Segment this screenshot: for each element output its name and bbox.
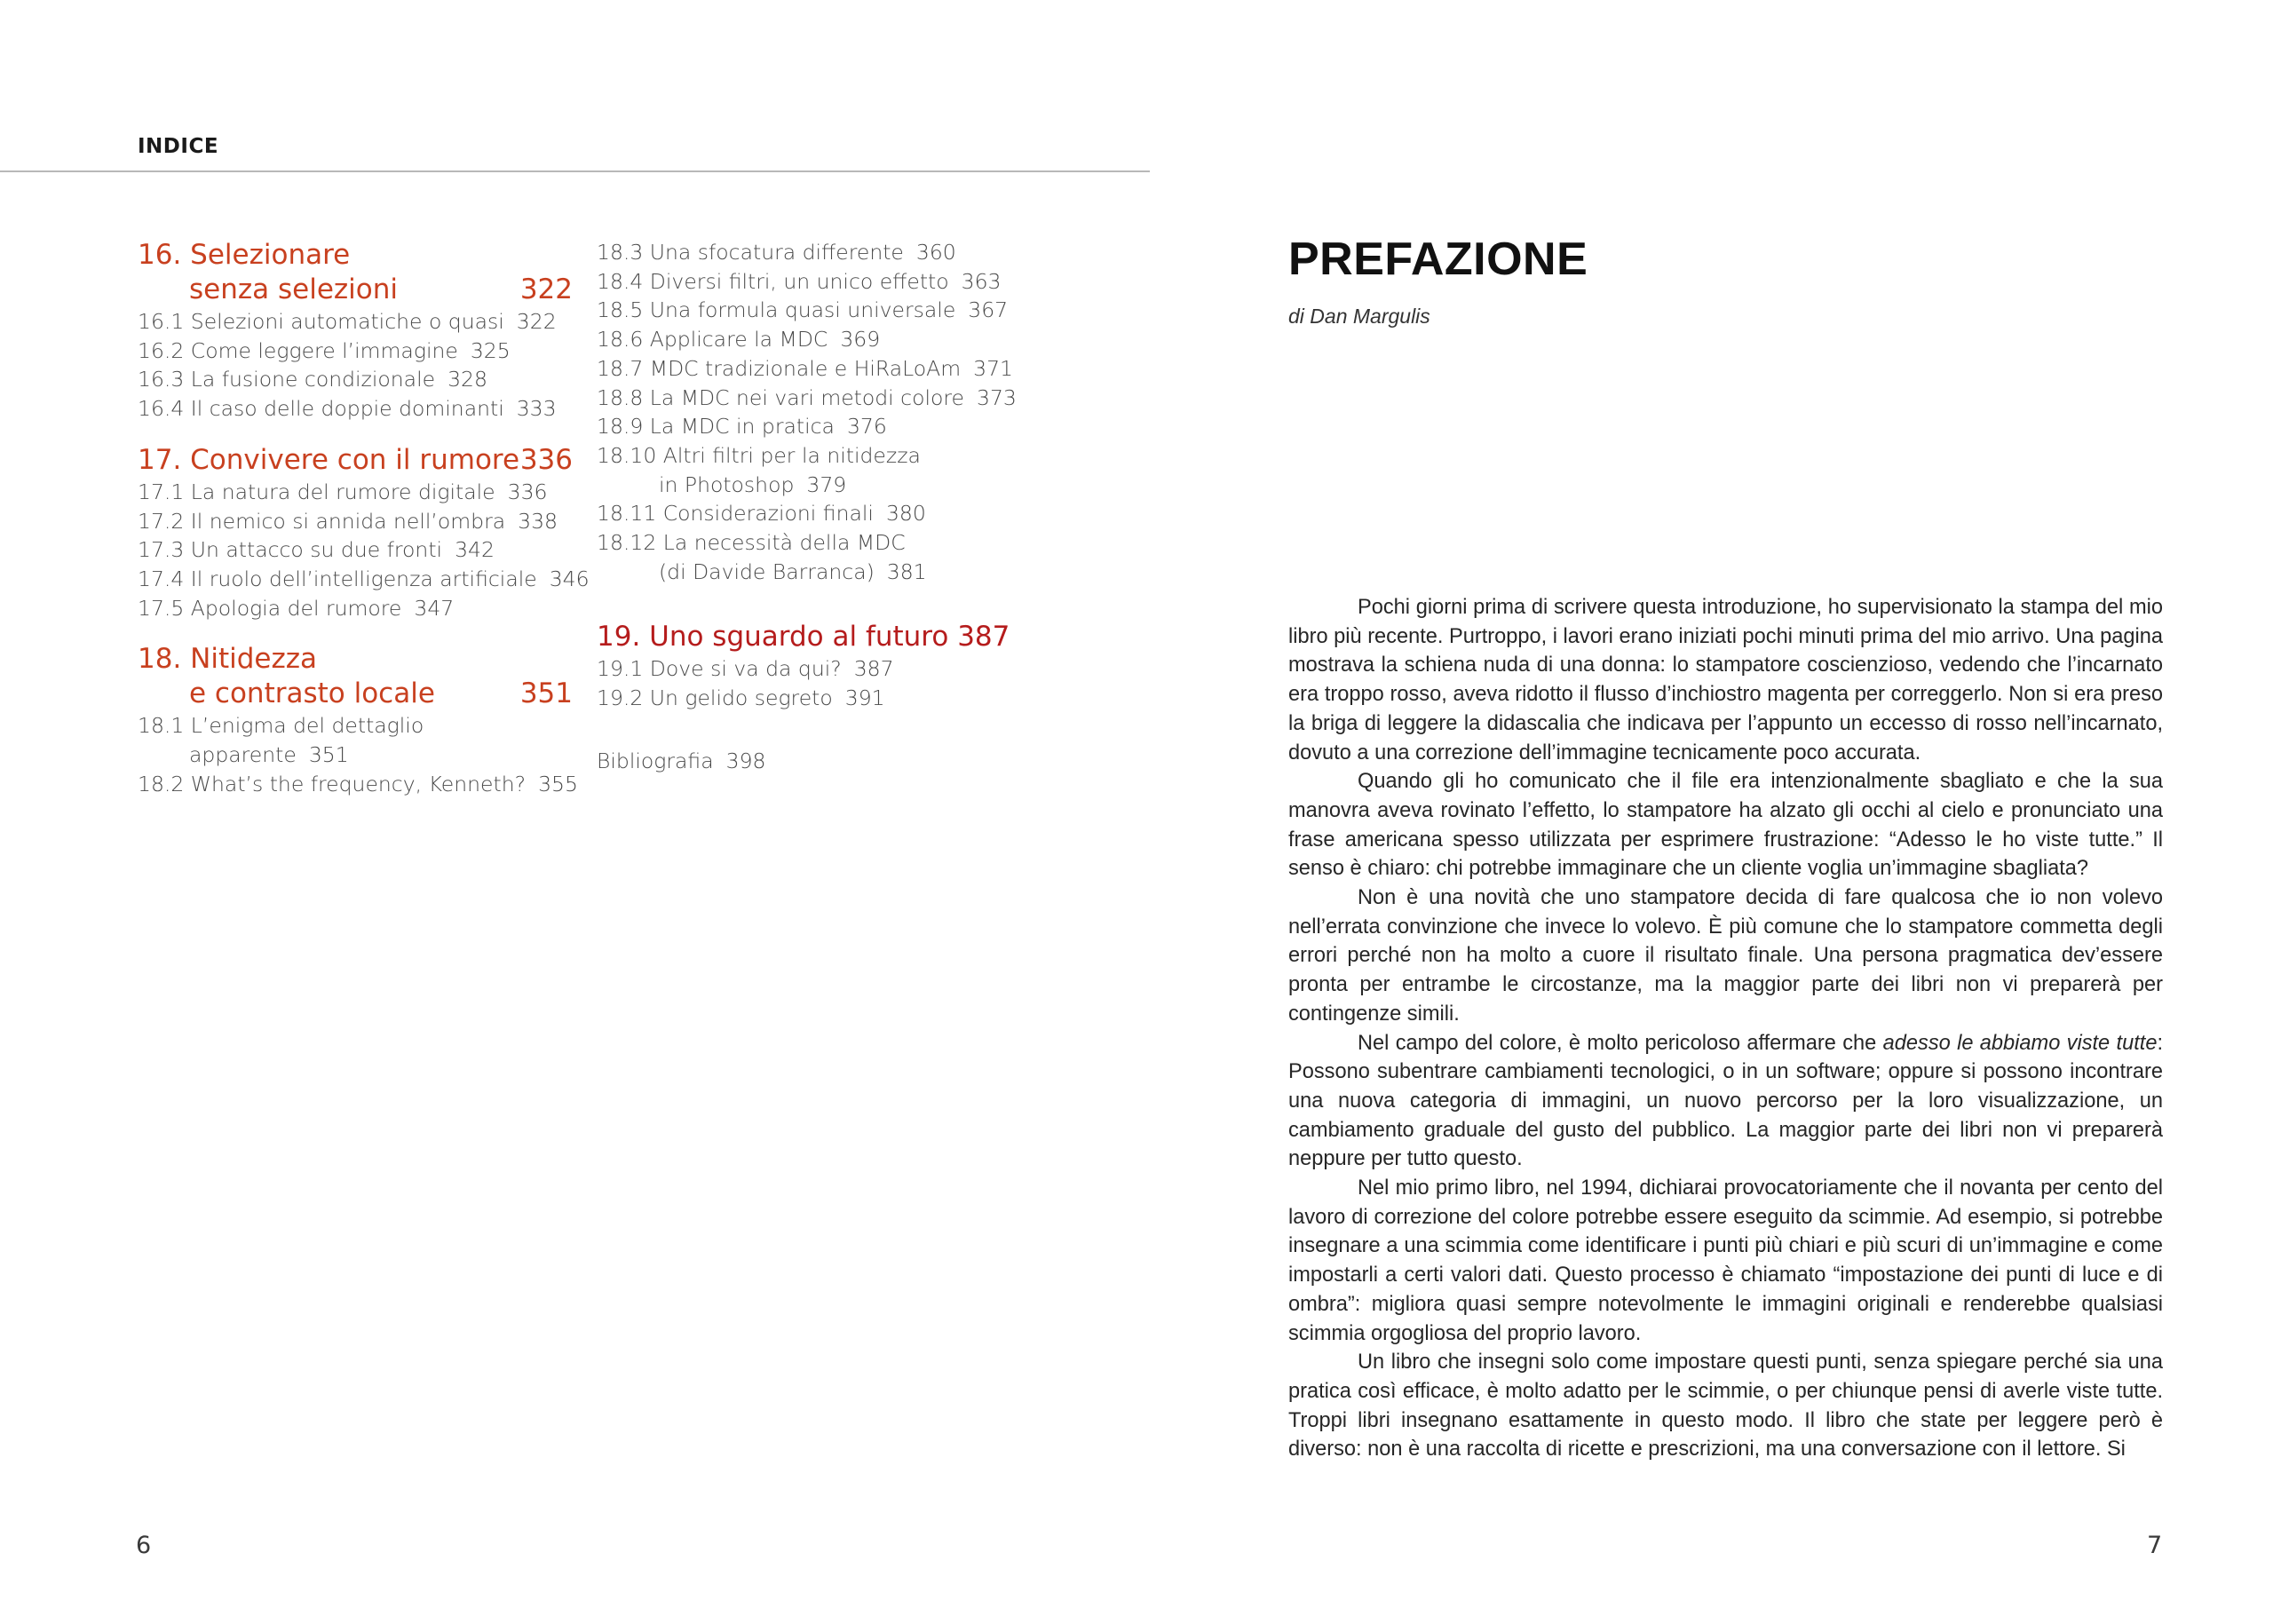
entry-title: 17.1 La natura del rumore digitale <box>138 479 495 504</box>
entry-page: 369 <box>840 327 881 353</box>
entry-page: 355 <box>538 771 578 796</box>
entry-title: 17.2 Il nemico si annida nell’ombra <box>138 508 506 534</box>
running-head: INDICE <box>138 135 219 158</box>
entry-page: 325 <box>470 337 511 363</box>
toc-entry[interactable] <box>138 507 573 536</box>
entry-page: 391 <box>844 685 885 711</box>
entry-page: 381 <box>886 558 927 584</box>
page-number-right: 7 <box>2147 1532 2163 1559</box>
entry-page: 322 <box>516 309 557 334</box>
chapter-title-cont: e contrasto locale <box>189 677 435 710</box>
entry-page: 380 <box>885 501 926 527</box>
toc-entries-16 <box>138 307 573 424</box>
toc-entry-cont[interactable] <box>597 558 1058 587</box>
entry-title: Bibliografia <box>597 748 714 773</box>
toc-chapter-17[interactable] <box>138 443 573 478</box>
toc-entry[interactable] <box>138 770 578 799</box>
chapter-page: 336 <box>519 443 573 476</box>
paragraph: Nel mio primo libro, nel 1994, dichiarai provocatoriamente che il novanta per cento del lavoro di correzione del colore potrebbe essere eseguito da scimmie. Ad esempio, si potrebbe insegnare a una scimmia come identificare i punti più chiari e più scuri di un’immagine e come impostarli a certi valori dati. Questo processo è chiamato “impostazione dei punti di luce e di ombra”: migliora quasi sempre notevolmente le immagini originali e renderebbe qualsiasi scimmia orgogliosa del proprio lavoro. <box>1288 1176 2163 1345</box>
chapter-page: 387 <box>957 621 1010 654</box>
header-rule <box>0 170 1150 172</box>
entry-page: 328 <box>447 367 487 392</box>
entry-page: 351 <box>308 742 349 768</box>
toc-chapter-19[interactable] <box>597 620 1058 654</box>
toc-chapter-18[interactable] <box>138 642 573 711</box>
entry-title: 16.4 Il caso delle doppie dominanti <box>138 396 504 422</box>
paragraph: Non è una novità che uno stampatore decida di fare qualcosa che io non volevo nell’errata convinzione che invece lo volevo. È più comune che lo stampatore commetta degli errori perché non ha molto a cuore il risultato finale. Una persona pragmatica dev’essere pronta per entrambe le circostanze, ma la maggior parte dei libri non vi preparerà per contingenze simili. <box>1288 886 2163 1026</box>
entry-page: 338 <box>518 508 558 534</box>
entry-title: 16.2 Come leggere l’immagine <box>138 337 458 363</box>
entry-title: 17.5 Apologia del rumore <box>138 595 402 621</box>
entry-title: 18.4 Diversi filtri, un unico effetto <box>597 268 949 294</box>
entry-title: 18.3 Una sfocatura differente <box>597 240 904 265</box>
toc-entry[interactable] <box>597 267 1058 297</box>
toc-chapter-16[interactable] <box>138 238 573 307</box>
entry-title: 18.6 Applicare la MDC <box>597 327 828 353</box>
entry-title: 19.1 Dove si va da qui? <box>597 656 842 682</box>
toc-bibliography[interactable] <box>597 747 1058 776</box>
toc-entry[interactable] <box>138 307 573 337</box>
toc-entry[interactable] <box>138 711 573 741</box>
entry-page: 379 <box>806 471 847 497</box>
paragraph-text: Nel campo del colore, è molto pericoloso affermare che <box>1358 1031 1883 1055</box>
paragraph-emphasis: adesso le abbiamo viste tutte <box>1882 1031 2158 1055</box>
toc-entries-19 <box>597 654 1058 712</box>
toc-entry[interactable] <box>597 528 1058 558</box>
toc-entries-18-more <box>597 238 1058 586</box>
toc-entry[interactable] <box>597 441 1058 471</box>
entry-title: 18.12 La necessità della MDC <box>597 530 906 556</box>
entry-page: 333 <box>516 396 557 422</box>
entry-title: 19.2 Un gelido segreto <box>597 685 833 711</box>
toc-entry[interactable] <box>138 535 573 565</box>
entry-page: 347 <box>414 595 455 621</box>
chapter-title: 16. Selezionare <box>138 239 351 271</box>
entry-title-cont: apparente <box>189 742 297 768</box>
toc-entry-cont[interactable] <box>597 471 1058 500</box>
chapter-title: 17. Convivere con il rumore <box>138 443 520 476</box>
chapter-title-cont: senza selezioni <box>189 273 399 305</box>
toc-entry[interactable] <box>138 365 573 394</box>
entry-page: 376 <box>846 414 887 440</box>
entry-title: 18.9 La MDC in pratica <box>597 414 835 440</box>
entry-title: 18.2 What’s the frequency, Kenneth? <box>138 771 527 796</box>
toc-entry[interactable] <box>138 394 573 424</box>
entry-title-cont: (di Davide Barranca) <box>659 558 875 584</box>
entry-page: 336 <box>507 479 548 504</box>
toc-entry[interactable] <box>597 499 1058 528</box>
entry-title: 16.1 Selezioni automatiche o quasi <box>138 309 504 334</box>
entry-page: 371 <box>973 355 1013 381</box>
page-number-left: 6 <box>136 1532 152 1559</box>
entry-title: 18.1 L’enigma del dettaglio <box>138 713 424 739</box>
entry-title: 18.5 Una formula quasi universale <box>597 297 956 323</box>
toc-entry[interactable] <box>138 337 573 366</box>
entry-page: 398 <box>725 748 766 773</box>
chapter-title: 18. Nitidezza <box>138 643 318 676</box>
paragraph: Pochi giorni prima di scrivere questa introduzione, ho supervisionato la stampa del mio libro più recente. Purtroppo, i lavori erano iniziati pochi minuti prima del mio arrivo. Una pagina mostrava la schiena nuda di una donna: lo stampatore coscienzioso, vedendo che l’incarnato era troppo rosso, aveva ridotto il flusso d’inchiostro magenta per correggerlo. Non si era preso la briga di leggere la didascalia che indicava per l’appunto un eccesso di rosso nell’incarnato, dovuto a una correzione dell’immagine tecnicamente poco accurata. <box>1288 596 2163 764</box>
toc-entry[interactable] <box>597 684 1058 713</box>
entry-page: 342 <box>455 537 495 563</box>
entry-page: 346 <box>549 566 590 591</box>
entry-title: 17.4 Il ruolo dell’intelligenza artificiale <box>138 566 537 591</box>
entry-page: 360 <box>915 240 956 265</box>
toc-entry[interactable] <box>138 594 573 623</box>
paragraph: Quando gli ho comunicato che il file era intenzionalmente sbagliato e che la sua manovra aveva rovinato l’effetto, lo stampatore ha alzato gli occhi al cielo e pronunciato una frase americana spesso utilizzata per esprimere frustrazione: “Adesso le ho viste tutte.” Il senso è chiaro: chi potrebbe immaginare che un cliente voglia un’immagine sbagliata? <box>1288 770 2163 881</box>
entry-page: 373 <box>977 384 1017 410</box>
toc-entry[interactable] <box>597 412 1058 441</box>
entry-title-cont: in Photoshop <box>659 471 795 497</box>
entry-page: 387 <box>853 656 894 682</box>
preface-body <box>1288 593 2163 1465</box>
entry-title: 18.7 MDC tradizionale e HiRaLoAm <box>597 355 962 381</box>
toc-entry[interactable] <box>597 238 1058 267</box>
paragraph: Un libro che insegni solo come impostare questi punti, senza spiegare perché sia una pratica così efficace, è molto adatto per le scimmie, o per chiunque pensi di averle viste tutte. Troppi libri insegnano esattamente in questo modo. Il libro che state per leggere però è diverso: non è una raccolta di ricette e prescrizioni, ma una conversazione con il lettore. Si <box>1288 1351 2163 1462</box>
toc-entry-cont[interactable] <box>138 741 573 770</box>
chapter-page: 322 <box>519 273 573 305</box>
entry-title: 18.8 La MDC nei vari metodi colore <box>597 384 964 410</box>
toc-column-2 <box>597 238 1058 776</box>
right-page <box>1150 0 2273 1624</box>
toc-entry[interactable] <box>597 354 1058 384</box>
toc-entries-18 <box>138 711 578 798</box>
paragraph <box>1288 1029 2163 1175</box>
preface-author: di Dan Margulis <box>1288 305 1430 328</box>
entry-page: 363 <box>961 268 1002 294</box>
toc-entry[interactable] <box>597 384 1058 413</box>
entry-page: 367 <box>968 297 1009 323</box>
chapter-page: 351 <box>519 677 573 710</box>
entry-title: 18.11 Considerazioni finali <box>597 501 874 527</box>
chapter-title: 19. Uno sguardo al futuro <box>597 621 949 654</box>
entry-title: 17.3 Un attacco su due fronti <box>138 537 443 563</box>
toc-entry[interactable] <box>138 478 573 507</box>
paragraph-text: : Possono subentrare cambiamenti tecnologici, o in un software; oppure si possono incontrare una nuova categoria di immagini, un nuovo percorso per la loro visualizzazione, un cambiamento graduale del gusto del pubblico. La maggior parte dei libri non vi preparerà neppure per tutto questo. <box>1288 1031 2163 1171</box>
toc-entries-17 <box>138 478 590 623</box>
toc-entry[interactable] <box>597 296 1058 325</box>
entry-title: 18.10 Altri filtri per la nitidezza <box>597 442 921 468</box>
toc-column-1 <box>138 238 590 798</box>
toc-entry[interactable] <box>597 325 1058 354</box>
preface-title: PREFAZIONE <box>1288 234 1588 285</box>
toc-entry[interactable] <box>138 565 590 594</box>
entry-title: 16.3 La fusione condizionale <box>138 367 436 392</box>
toc-entry[interactable] <box>597 654 1058 684</box>
